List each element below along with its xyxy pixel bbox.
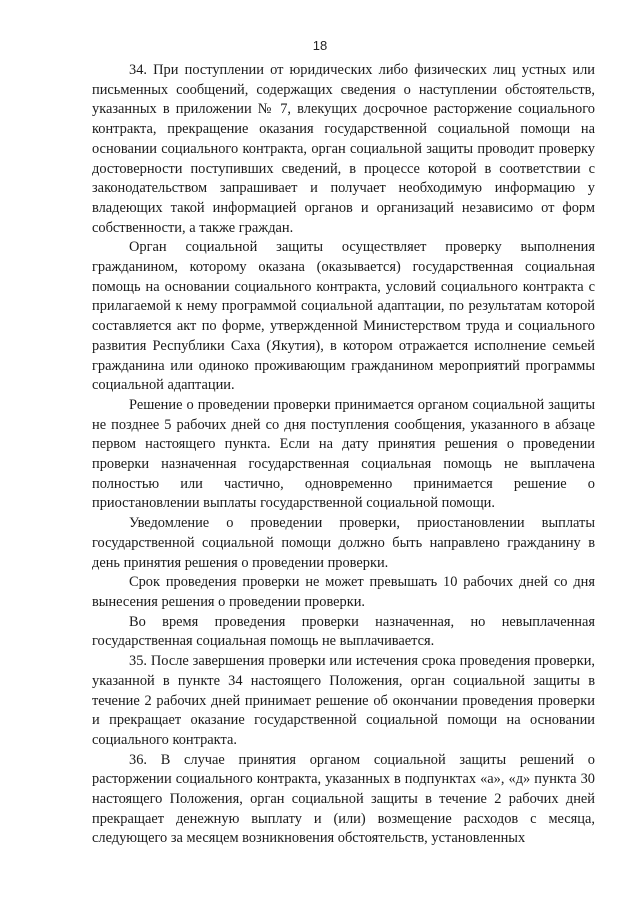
paragraph-decision: Решение о проведении проверки принимается органом социальной защиты не позднее 5 рабочих дней со дня поступления сообщения, указанного в абзаце первом настоящего пункта. Если на дату принятия решения о проведении проверки назначенная государственная социальная помощь не выплачена полностью или частично, одновременно принимается решение о приостановлении выплаты государственной социальной помощи.: [92, 396, 595, 512]
document-body: [92, 61, 595, 849]
paragraph-suspension: Во время проведения проверки назначенная, но невыплаченная государственная социальная помощь не выплачивается.: [92, 613, 595, 650]
paragraph-36: 36. В случае принятия органом социальной защиты решений о расторжении социального контракта, указанных в подпунктах «а», «д» пункта 30 настоящего Положения, орган социальной защиты в течение 2 рабочих дней прекращает денежную выплату и (или) возмещение расходов с месяца, следующего за месяцем возникновения обстоятельств, установленных: [92, 751, 595, 847]
paragraph-34: 34. При поступлении от юридических либо физических лиц устных или письменных сообщений, содержащих сведения о наступлении обстоятельств, указанных в приложении № 7, влекущих досрочное расторжение социального контракта, прекращение оказания государственной социальной помощи на основании социального контракта, орган социальной защиты проводит проверку достоверности поступивших сведений, в процессе которой в соответствии с законодательством запрашивает и получает необходимую информацию у владеющих такой информацией органов и организаций независимо от форм собственности, а также граждан.: [92, 62, 595, 236]
paragraph-35: 35. После завершения проверки или истечения срока проведения проверки, указанной в пункте 34 настоящего Положения, орган социальной защиты в течение 2 рабочих дней принимает решение об окончании проведения проверки и прекращает оказание государственной социальной помощи на основании социального контракта.: [92, 653, 595, 748]
paragraph-inspection: Орган социальной защиты осуществляет проверку выполнения гражданином, которому оказана (оказывается) государственная социальная помощь на основании социального контракта, условий социального контракта с прилагаемой к нему программой социальной адаптации, по результатам которой составляется акт по форме, утвержденной Министерством труда и социального развития Республики Саха (Якутия), в котором отражается исполнение семьей гражданина или одиноко проживающим гражданином мероприятий программы социальной адаптации.: [92, 239, 595, 394]
paragraph-term: Срок проведения проверки не может превышать 10 рабочих дней со дня вынесения решения о проведении проверки.: [92, 574, 595, 610]
page-number: 18: [312, 38, 328, 53]
paragraph-notification: Уведомление о проведении проверки, приостановлении выплаты государственной социальной помощи должно быть направлено гражданину в день принятия решения о проведении проверки.: [92, 515, 595, 571]
